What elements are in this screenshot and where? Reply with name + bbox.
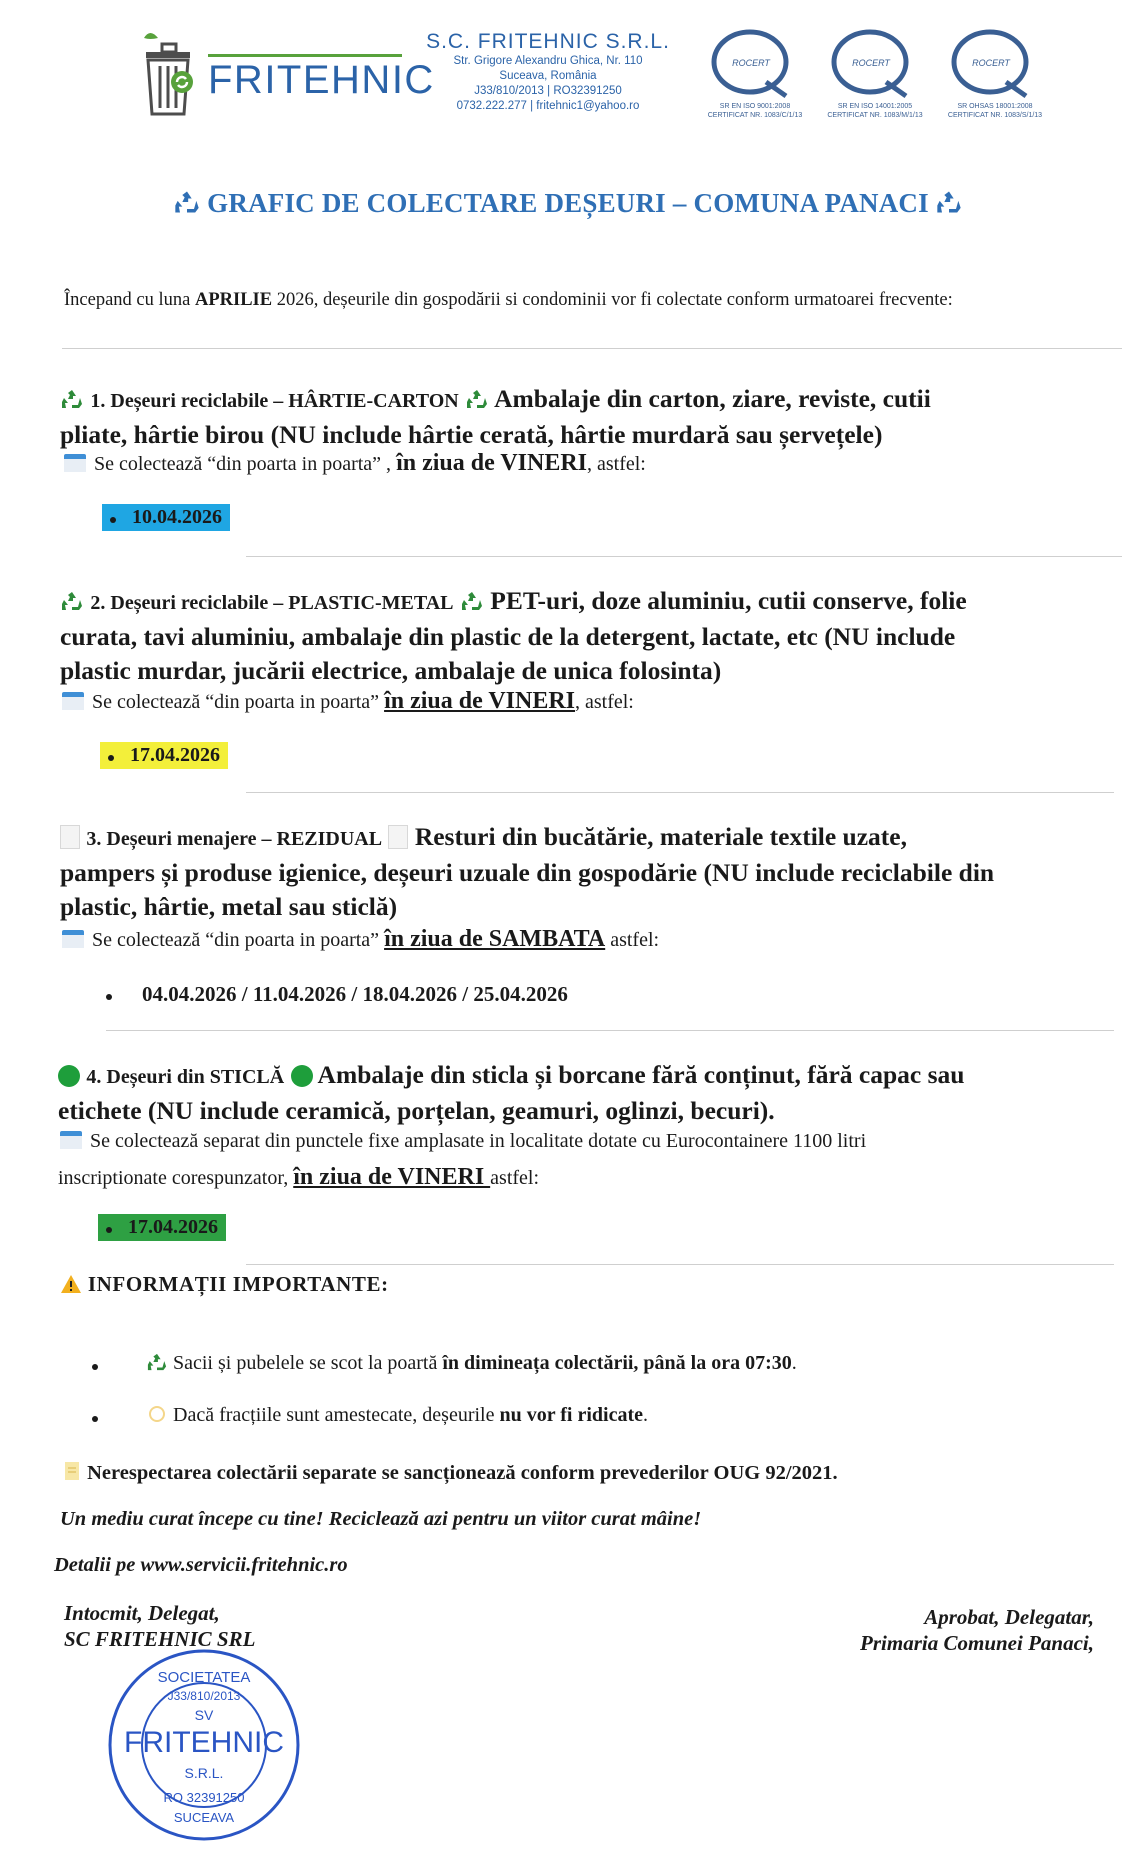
company-address-2: Suceava, România — [499, 70, 597, 82]
info-bold: nu vor fi ridicate — [499, 1404, 644, 1426]
recycle-icon — [60, 388, 84, 410]
mixed-waste-icon — [146, 1404, 168, 1424]
collection-note-cont — [58, 1164, 539, 1191]
intro-month: APRILIE — [194, 290, 273, 310]
company-registration: J33/810/2013 | RO32391250 — [474, 85, 622, 97]
bullet — [110, 517, 116, 523]
section-label: 4. Deșeuri din STICLĂ — [86, 1066, 285, 1088]
company-info — [416, 30, 680, 114]
section-label: 1. Deșeuri reciclabile – HÂRTIE-CARTON — [90, 390, 459, 412]
recycle-icon — [460, 590, 484, 612]
info-text: Sacii și pubelele se scot la poartă — [173, 1352, 443, 1374]
section-desc: Ambalaje din carton, ziare, reviste, cutii — [494, 384, 931, 413]
slogan: Un mediu curat începe cu tine! Reciclează azi pentru un viitor curat mâine! — [60, 1508, 702, 1530]
stamp-code: RO 32391250 — [163, 1790, 245, 1805]
recycle-bin-icon — [138, 28, 208, 118]
certification-badge — [700, 26, 810, 130]
section-desc: pliate, hârtie birou (NU include hârtie cerată, hârtie murdară sau șervețele) — [60, 420, 883, 449]
trash-bin-icon — [60, 825, 80, 849]
collect-suffix: , astfel: — [575, 691, 634, 713]
collection-date-badge — [100, 742, 228, 769]
rocert-logo-icon — [700, 26, 810, 100]
collect-prefix: Se colectează “din poarta in poarta” — [92, 929, 385, 951]
collect-suffix: , astfel: — [587, 453, 646, 475]
green-circle-icon — [291, 1065, 313, 1087]
cert-badge-text: ROCERT — [732, 58, 770, 68]
section-paper-cardboard — [60, 382, 1090, 452]
section-desc: etichete (NU include ceramică, porțelan, geamuri, oglinzi, becuri). — [58, 1096, 775, 1125]
company-name: S.C. FRITEHNIC S.R.L. — [426, 30, 670, 53]
cert-badge-text: ROCERT — [852, 58, 890, 68]
collection-date-badge — [102, 504, 230, 531]
recycle-icon — [146, 1352, 168, 1372]
intro-paragraph — [64, 290, 953, 311]
certification-badge — [940, 26, 1050, 130]
company-contact: 0732.222.277 | fritehnic1@yahoo.ro — [456, 100, 640, 112]
collect-day: în ziua de SAMBATA — [384, 926, 606, 952]
certification-badges — [700, 26, 1056, 130]
cert-note: SR OHSAS 18001:2008 CERTIFICAT NR. 1083/S/1/13 — [947, 103, 1043, 119]
green-circle-icon — [58, 1065, 80, 1087]
calendar-icon — [60, 1131, 82, 1149]
signature-left-role: Intocmit, Delegat, — [64, 1601, 220, 1625]
cert-note: SR EN ISO 9001:2008 CERTIFICAT NR. 1083/C/1/13 — [707, 103, 803, 119]
section-desc: plastic, hârtie, metal sau sticlă) — [60, 892, 398, 921]
divider — [62, 348, 1122, 349]
section-plastic-metal — [60, 584, 1090, 688]
bullet — [92, 1364, 98, 1370]
bullet — [92, 1416, 98, 1422]
recycle-icon — [935, 189, 963, 215]
details-link[interactable]: Detalii pe www.servicii.fritehnic.ro — [54, 1554, 348, 1576]
signature-right-role: Aprobat, Delegatar, — [924, 1605, 1094, 1629]
stamp-company-type: S.R.L. — [184, 1765, 224, 1781]
section-glass — [58, 1058, 1088, 1128]
recycle-icon — [465, 388, 489, 410]
sanction-text: Nerespectarea colectării separate se sancționează conform prevederilor OUG 92/2021. — [87, 1462, 838, 1484]
collection-note — [64, 450, 646, 477]
company-stamp — [104, 1640, 304, 1850]
sanction-notice — [62, 1460, 838, 1485]
divider — [246, 556, 1122, 557]
collection-date: 17.04.2026 — [128, 1216, 218, 1238]
cert-note: SR EN ISO 14001:2005 CERTIFICAT NR. 1083/M/1/13 — [827, 103, 923, 119]
certification-badge — [820, 26, 930, 130]
recycle-icon — [60, 590, 84, 612]
divider — [246, 792, 1114, 793]
signature-right — [860, 1604, 1094, 1656]
important-info-heading — [60, 1272, 389, 1297]
bullet — [106, 994, 112, 1000]
collect-day: în ziua de VINERI — [396, 450, 587, 476]
stamp-top-text: SOCIETATEA — [157, 1669, 251, 1686]
collection-dates — [142, 982, 568, 1007]
collect-prefix: Se colectează “din poarta in poarta” — [92, 691, 385, 713]
collection-note — [62, 688, 634, 715]
collect-day: în ziua de VINERI — [384, 688, 575, 714]
section-desc: pampers și produse igienice, deșeuri uzuale din gospodărie (NU include reciclabile din — [60, 858, 995, 887]
logo-wordmark: FRITEHNIC — [208, 58, 435, 102]
cert-badge-text: ROCERT — [972, 58, 1010, 68]
intro-suffix: 2026, deșeurile din gospodării si condominii vor fi colectate conform urmatoarei frecvente: — [272, 290, 953, 310]
calendar-icon — [62, 930, 84, 948]
info-text: . — [791, 1352, 797, 1374]
section-residual — [60, 820, 1090, 924]
collection-note — [60, 1130, 866, 1153]
section-desc: curata, tavi aluminiu, ambalaje din plastic de la detergent, lactate, etc (NU include — [60, 622, 956, 651]
info-item — [146, 1352, 797, 1375]
rocert-logo-icon — [940, 26, 1050, 100]
collection-note — [62, 926, 659, 953]
collection-date: 17.04.2026 — [130, 744, 220, 766]
document-icon — [62, 1460, 82, 1482]
collect-suffix: astfel: — [490, 1167, 540, 1189]
recycle-icon — [173, 189, 201, 215]
info-text: . — [643, 1404, 649, 1426]
collect-prefix: inscriptionate corespunzator, — [58, 1167, 294, 1189]
collection-date: 10.04.2026 — [132, 506, 222, 528]
stamp-city: SUCEAVA — [173, 1810, 235, 1825]
warning-icon — [60, 1274, 82, 1294]
section-desc: plastic murdar, jucării electrice, ambalaje de unica folosinta) — [60, 656, 722, 685]
divider — [106, 1030, 1114, 1031]
info-bold: în dimineața colectării, până la ora 07:30 — [442, 1352, 792, 1374]
collection-date-badge — [98, 1214, 226, 1241]
section-label: 2. Deșeuri reciclabile – PLASTIC-METAL — [90, 592, 454, 614]
info-title-text: INFORMAȚII IMPORTANTE: — [87, 1272, 389, 1296]
bullet — [108, 755, 114, 761]
divider — [246, 1264, 1114, 1265]
bullet — [106, 1227, 112, 1233]
stamp-company-name: FRITEHNIC — [124, 1726, 284, 1759]
company-address-1: Str. Grigore Alexandru Ghica, Nr. 110 — [453, 55, 643, 67]
document-title-text: GRAFIC DE COLECTARE DEȘEURI – COMUNA PANACI — [207, 188, 929, 218]
calendar-icon — [62, 692, 84, 710]
document-title — [0, 188, 1136, 219]
section-label: 3. Deșeuri menajere – REZIDUAL — [86, 828, 383, 850]
rocert-logo-icon — [820, 26, 930, 100]
info-text: Dacă fracțiile sunt amestecate, deșeurile — [173, 1404, 500, 1426]
section-desc: Resturi din bucătărie, materiale textile uzate, — [414, 822, 907, 851]
collect-prefix: Se colectează “din poarta in poarta” , — [94, 453, 397, 475]
logo-underline — [208, 54, 402, 57]
calendar-icon — [64, 454, 86, 472]
collect-suffix: astfel: — [605, 929, 660, 951]
signature-left-company: SC FRITEHNIC SRL — [64, 1627, 256, 1651]
signature-right-institution: Primaria Comunei Panaci, — [860, 1631, 1094, 1655]
trash-bin-icon — [388, 825, 408, 849]
collect-day: în ziua de VINERI — [293, 1164, 491, 1190]
company-logo — [138, 28, 435, 124]
letterhead — [0, 22, 1136, 132]
collection-date: 04.04.2026 / 11.04.2026 / 18.04.2026 / 25.04.2026 — [142, 982, 568, 1006]
collect-line: Se colectează separat din punctele fixe amplasate in localitate dotate cu Eurocontainere 1100 litri — [90, 1130, 867, 1152]
info-item — [146, 1404, 648, 1427]
stamp-registration: J33/810/2013 — [167, 1689, 241, 1703]
section-desc: Ambalaje din sticla și borcane fără conținut, fără capac sau — [317, 1060, 965, 1089]
section-desc: PET-uri, doze aluminiu, cutii conserve, folie — [490, 586, 967, 615]
intro-prefix: Începand cu luna — [64, 290, 195, 310]
stamp-county: SV — [194, 1707, 214, 1723]
